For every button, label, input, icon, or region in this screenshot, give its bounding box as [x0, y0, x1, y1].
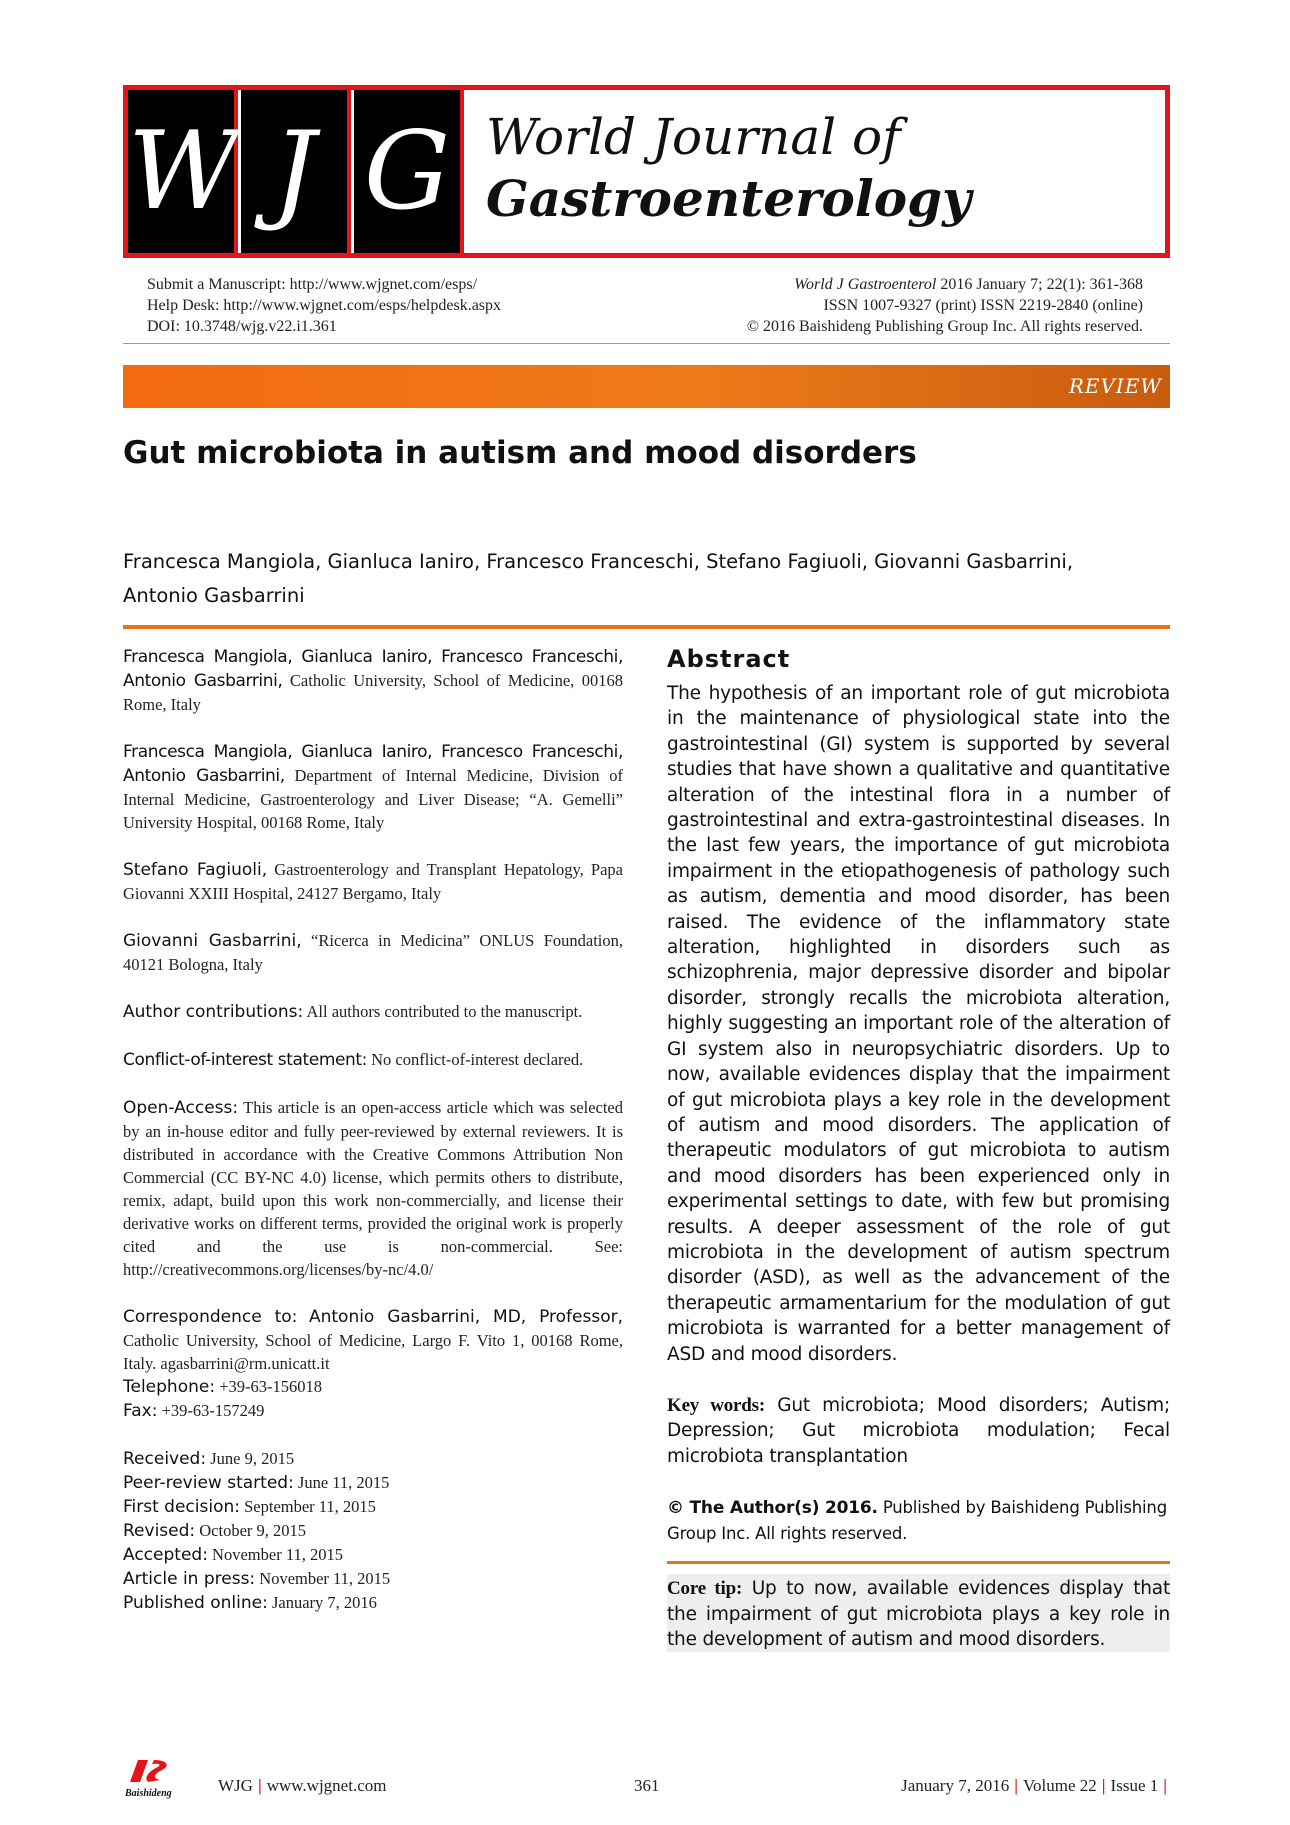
header-divider — [123, 343, 1170, 344]
affiliation-text: Catholic University, School of Medicine, 00168 Rome, Italy — [123, 671, 623, 714]
abstract-body: The hypothesis of an important role of gut microbiota in the maintenance of physiological state into the gastrointestinal (GI) system is supported by several studies that have shown a qualitative and quantitative alteration of the intestinal flora in a number of gastrointestinal and extra-gastrointestinal diseases. In the last few years, the importance of gut microbiota impairment in the etiopathogenesis of pathology such as autism, dementia and mood disorder, has been raised. The evidence of the inflammatory state alteration, highlighted in disorders such as schizophrenia, major depressive disorder and bipolar disorder, strongly recalls the microbiota alteration, highly suggesting an important role of the alteration of GI system also in neuropsychiatric disorders. Up to now, available evidences display that the impairment of gut microbiota plays a key role in the development of autism and mood disorders. The application of therapeutic modulators of gut microbiota to autism and mood disorders has been experienced only in experimental settings to date, with few but promising results. A deeper assessment of the role of gut microbiota in the development of autism spectrum disorder (ASD), as well as the advancement of the therapeutic armamentarium for the modulation of gut microbiota is warranted for a better management of ASD and mood disorders. — [667, 683, 1170, 1365]
section-label: REVIEW — [1068, 374, 1162, 398]
citation-rest: 2016 January 7; 22(1): 361-368 — [940, 276, 1143, 293]
logo-text: Baishideng — [125, 1788, 172, 1799]
footer-journal: WJG — [218, 1776, 253, 1795]
date-row — [123, 1471, 623, 1495]
affiliation — [123, 740, 623, 834]
date-label: Received: — [123, 1449, 207, 1469]
affiliation-names: Stefano Fagiuoli, — [123, 860, 268, 880]
open-access-label: Open-Access: — [123, 1098, 239, 1118]
issn-line: ISSN 1007-9327 (print) ISSN 2219-2840 (online) — [823, 297, 1143, 314]
conflict-label: Conflict-of-interest statement: — [123, 1050, 368, 1070]
footer-issue: Issue 1 — [1110, 1776, 1159, 1795]
masthead-letter-g: G — [354, 90, 464, 253]
title-divider — [123, 625, 1170, 629]
submission-info — [147, 274, 501, 337]
author-list-line1: Francesca Mangiola, Gianluca Ianiro, Francesco Franceschi, Stefano Fagiuoli, Giovanni Gasbarrini, — [123, 550, 1074, 573]
abstract-heading: Abstract — [667, 645, 791, 673]
date-label: Article in press: — [123, 1569, 256, 1589]
masthead-letter-w: W — [128, 90, 238, 253]
footer-separator: | — [257, 1776, 262, 1795]
affiliation-names: Francesca Mangiola, Gianluca Ianiro, Francesco Franceschi, Antonio Gasbarrini, — [123, 647, 623, 691]
footer-separator: | — [1163, 1776, 1167, 1795]
article-dates — [123, 1447, 623, 1615]
journal-masthead — [123, 85, 1170, 258]
date-value: June 9, 2015 — [210, 1449, 295, 1468]
correspondence-label: Correspondence to: — [123, 1307, 298, 1327]
author-copyright — [667, 1495, 1170, 1547]
date-label: Accepted: — [123, 1545, 208, 1565]
correspondence-name: Antonio Gasbarrini, MD, Professor, — [308, 1307, 624, 1327]
article-title: Gut microbiota in autism and mood disorders — [123, 435, 917, 471]
date-value: June 11, 2015 — [297, 1473, 390, 1492]
keywords-text: Gut microbiota; Mood disorders; Autism; Depression; Gut microbiota modulation; Fecal microbiota transplantation — [667, 1394, 1170, 1467]
date-row — [123, 1543, 623, 1567]
correspondence-address: Catholic University, School of Medicine, Largo F. Vito 1, 00168 Rome, Italy. agasbarrini@rm.unicatt.it — [123, 1331, 623, 1373]
citation-info — [747, 274, 1143, 337]
date-value: January 7, 2016 — [271, 1593, 377, 1612]
fax-label: Fax: — [123, 1401, 158, 1421]
citation-journal: World J Gastroenterol — [794, 276, 937, 293]
submit-link[interactable]: Submit a Manuscript: http://www.wjgnet.com/esps/ — [147, 276, 478, 293]
telephone-label: Telephone: — [123, 1377, 216, 1397]
page-number: 361 — [634, 1776, 660, 1795]
author-contributions — [123, 1000, 623, 1024]
affiliation — [123, 645, 623, 716]
journal-name — [486, 106, 971, 230]
baishideng-logo — [124, 1758, 182, 1802]
masthead-letter-j: J — [241, 90, 351, 253]
correspondence — [123, 1305, 623, 1423]
telephone-value: +39-63-156018 — [219, 1377, 322, 1396]
footer-left — [218, 1776, 386, 1796]
journal-name-line2: Gastroenterology — [486, 169, 972, 228]
logo-mark-left — [130, 1760, 148, 1782]
copyright-line: © 2016 Baishideng Publishing Group Inc. All rights reserved. — [746, 318, 1143, 335]
date-value: November 11, 2015 — [259, 1569, 391, 1588]
open-access-statement — [123, 1096, 623, 1281]
date-row — [123, 1447, 623, 1471]
contributions-label: Author contributions: — [123, 1002, 304, 1022]
affiliation-text: “Ricerca in Medicina” ONLUS Foundation, 40121 Bologna, Italy — [123, 931, 624, 974]
core-tip-label: Core tip: — [667, 1578, 743, 1600]
author-copyright-text: Published by Baishideng Publishing Group Inc. All rights reserved. — [667, 1498, 1167, 1544]
date-value: September 11, 2015 — [244, 1497, 376, 1516]
article-notes-column — [123, 645, 623, 1615]
citation-line — [747, 274, 1143, 295]
date-label: First decision: — [123, 1497, 240, 1517]
doi-link[interactable]: DOI: 10.3748/wjg.v22.i1.361 — [147, 318, 337, 335]
affiliation-text: Gastroenterology and Transplant Hepatology, Papa Giovanni XXIII Hospital, 24127 Bergamo, Italy — [123, 860, 623, 903]
contributions-text: All authors contributed to the manuscript. — [306, 1002, 583, 1021]
affiliation-names: Giovanni Gasbarrini, — [123, 931, 302, 951]
author-list — [123, 545, 1083, 613]
date-row — [123, 1519, 623, 1543]
open-access-text: This article is an open-access article which was selected by an in-house editor and fully peer-reviewed by external reviewers. It is distributed in accordance with the Creative Commons Attribution Non Commercial (CC BY-NC 4.0) license, which permits others to distribute, remix, adapt, build upon this work non-commercially, and license their derivative works on different terms, provided the original work is properly cited and the use is non-commercial. See: http://creativecommons.org/licenses/by-nc/4.0/ — [123, 1098, 624, 1279]
logo-mark-right — [146, 1760, 166, 1782]
fax-value: +39-63-157249 — [161, 1401, 265, 1420]
keywords-label: Key words: — [667, 1394, 765, 1416]
date-row — [123, 1567, 623, 1591]
date-label: Revised: — [123, 1521, 196, 1541]
abstract-column — [667, 645, 1170, 1652]
affiliation — [123, 929, 623, 976]
footer-volume: Volume 22 — [1022, 1776, 1097, 1795]
affiliation-text: Department of Internal Medicine, Division of Internal Medicine, Gastroenterology and Liver Disease; “A. Gemelli” University Hospital, 00168 Rome, Italy — [123, 766, 623, 832]
core-tip-text: Up to now, available evidences display that the impairment of gut microbiota plays a key role in the development of autism and mood disorders. — [667, 1578, 1170, 1650]
footer-right — [901, 1776, 1172, 1796]
author-copyright-bold: © The Author(s) 2016. — [667, 1498, 878, 1519]
date-row — [123, 1495, 623, 1519]
conflict-text: No conflict-of-interest declared. — [371, 1050, 584, 1069]
affiliation-names: Francesca Mangiola, Gianluca Ianiro, Francesco Franceschi, Antonio Gasbarrini, — [123, 742, 623, 786]
date-value: November 11, 2015 — [212, 1545, 343, 1564]
footer-separator: | — [1101, 1776, 1106, 1795]
helpdesk-link[interactable]: Help Desk: http://www.wjgnet.com/esps/helpdesk.aspx — [147, 297, 502, 314]
footer-date: January 7, 2016 — [901, 1776, 1010, 1795]
author-list-line2: Antonio Gasbarrini — [123, 584, 305, 607]
conflict-of-interest — [123, 1048, 623, 1072]
date-row — [123, 1591, 623, 1615]
affiliation — [123, 858, 623, 905]
section-banner — [123, 365, 1170, 408]
footer-separator: | — [1014, 1776, 1018, 1795]
date-label: Peer-review started: — [123, 1473, 294, 1493]
core-tip-divider — [667, 1561, 1170, 1564]
date-value: October 9, 2015 — [199, 1521, 307, 1540]
date-label: Published online: — [123, 1593, 268, 1613]
keywords — [667, 1393, 1170, 1469]
core-tip — [667, 1574, 1170, 1652]
footer-website[interactable]: www.wjgnet.com — [266, 1776, 387, 1795]
journal-name-line1: World Journal of — [486, 108, 901, 166]
